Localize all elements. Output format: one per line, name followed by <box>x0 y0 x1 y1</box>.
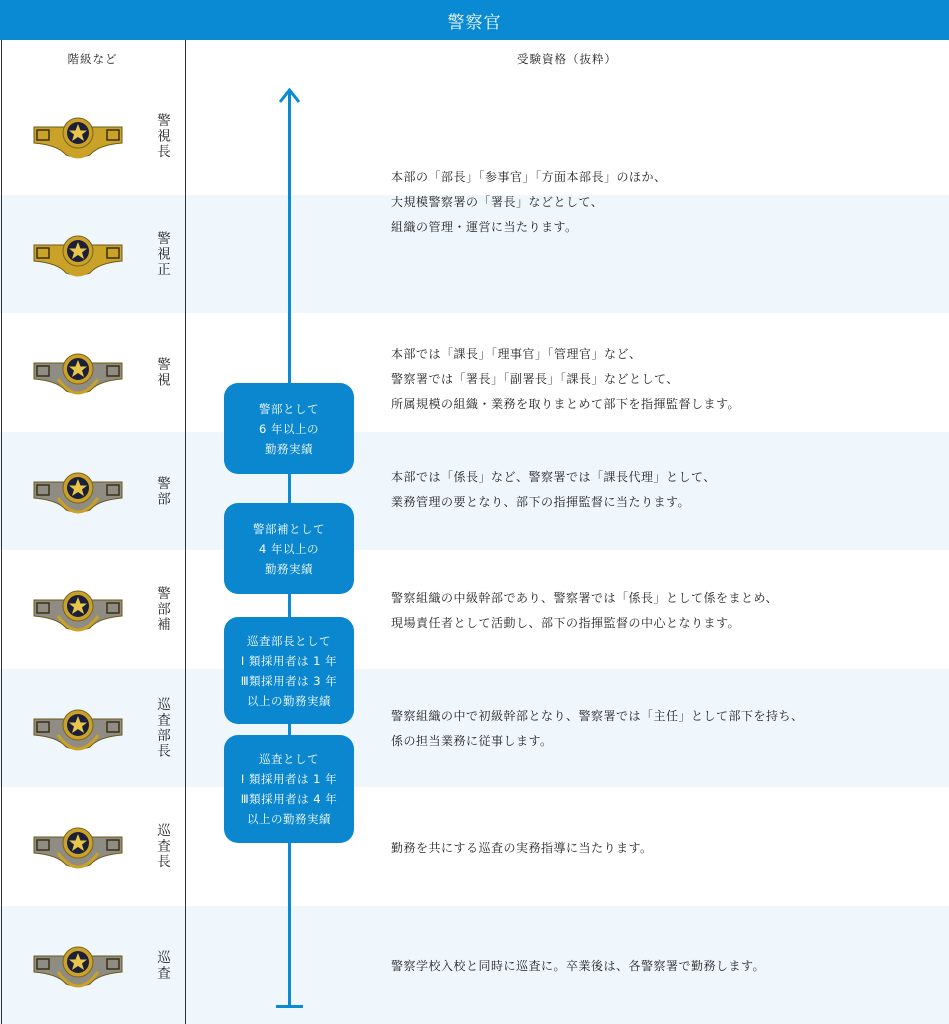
rank-name: 警部 <box>154 475 170 507</box>
description-line: 勤務を共にする巡査の実務指導に当たります。 <box>391 841 653 855</box>
description-line: 組織の管理・運営に当たります。 <box>391 220 578 234</box>
rank-insignia-icon <box>28 349 128 395</box>
requirement-line: 勤務実績 <box>265 441 313 456</box>
requirement-line: 勤務実績 <box>265 561 313 576</box>
rank-name: 警視 <box>154 356 170 388</box>
description-line: 本部の「部長」「参事官」「方面本部長」のほか、 <box>391 170 667 184</box>
role-description <box>391 165 667 240</box>
rank-insignia-icon <box>28 113 128 159</box>
rank-name-cell <box>150 906 174 1024</box>
requirement-line: 警部として <box>259 401 319 416</box>
requirement-line: 以上の勤務実績 <box>247 812 331 826</box>
rank-name-cell <box>150 669 174 787</box>
description-line: 本部では「課長」「理事官」「管理官」など、 <box>391 347 642 361</box>
description-line: 警察学校入校と同時に巡査に。卒業後は、各警察署で勤務します。 <box>391 959 766 973</box>
arrow-up-icon <box>278 88 301 104</box>
rank-insignia-icon <box>28 705 128 751</box>
rank-insignia-icon <box>28 231 128 277</box>
description-line: 本部では「係長」など、警察署では「課長代理」として、 <box>391 470 716 484</box>
description-line: 警察組織の中で初級幹部となり、警察署では「主任」として部下を持ち、 <box>391 709 804 723</box>
rank-insignia-icon <box>28 823 128 869</box>
header-title: 警察官 <box>447 12 502 33</box>
role-description <box>391 836 653 861</box>
role-description <box>391 704 804 754</box>
rank-name: 警部補 <box>154 585 170 633</box>
description-line: 警察署では「署長」「副署長」「課長」などとして、 <box>391 372 679 386</box>
requirement-line: 巡査部長として <box>247 633 331 648</box>
rank-name-cell <box>150 550 174 668</box>
rank-name-cell <box>150 195 174 313</box>
rank-column-header: 階級など <box>67 51 118 66</box>
rank-name: 巡査長 <box>154 822 170 870</box>
requirement-line: 6 年以上の <box>259 421 319 436</box>
role-description <box>391 465 716 515</box>
role-description <box>391 586 778 636</box>
requirement-line: 巡査として <box>259 752 319 766</box>
rank-name: 巡査部長 <box>154 697 170 759</box>
rank-insignia-icon <box>28 468 128 514</box>
rank-name-cell <box>150 432 174 550</box>
description-line: 大規模警察署の「署長」などとして、 <box>391 195 604 209</box>
rank-name: 警視長 <box>154 112 170 160</box>
requirement-line: Ⅰ 類採用者は 1 年 <box>240 772 338 786</box>
requirement-line: 警部補として <box>253 521 325 536</box>
rank-name-cell <box>150 787 174 905</box>
axis-base <box>276 1005 303 1008</box>
requirement-box <box>224 617 354 724</box>
description-line: 警察組織の中級幹部であり、警察署では「係長」として係をまとめ、 <box>391 591 779 605</box>
qualification-column-header: 受験資格（抜粋） <box>517 51 617 66</box>
requirement-box <box>224 383 354 474</box>
requirement-line: Ⅰ 類採用者は 1 年 <box>240 653 338 668</box>
left-border <box>1 40 2 1024</box>
description-line: 係の担当業務に従事します。 <box>391 734 553 748</box>
description-line: 業務管理の要となり、部下の指揮監督に当たります。 <box>391 495 691 509</box>
rank-insignia-icon <box>28 942 128 988</box>
rank-name-cell <box>150 313 174 431</box>
description-line: 所属規模の組織・業務を取りまとめて部下を指揮監督します。 <box>391 397 741 411</box>
requirement-line: 以上の勤務実績 <box>247 693 331 708</box>
role-description <box>391 954 765 979</box>
requirement-box <box>224 503 354 594</box>
role-description <box>391 342 740 417</box>
requirement-line: Ⅲ類採用者は 4 年 <box>240 792 338 806</box>
requirement-box <box>224 735 354 843</box>
page-header <box>0 0 949 40</box>
rank-name: 警視正 <box>154 230 170 278</box>
rank-name-cell <box>150 77 174 195</box>
rank-name: 巡査 <box>154 949 170 981</box>
requirement-line: Ⅲ類採用者は 3 年 <box>240 673 338 688</box>
description-line: 現場責任者として活動し、部下の指揮監督の中心となります。 <box>391 616 741 630</box>
rank-insignia-icon <box>28 586 128 632</box>
requirement-line: 4 年以上の <box>259 541 319 556</box>
column-divider <box>185 40 186 1024</box>
